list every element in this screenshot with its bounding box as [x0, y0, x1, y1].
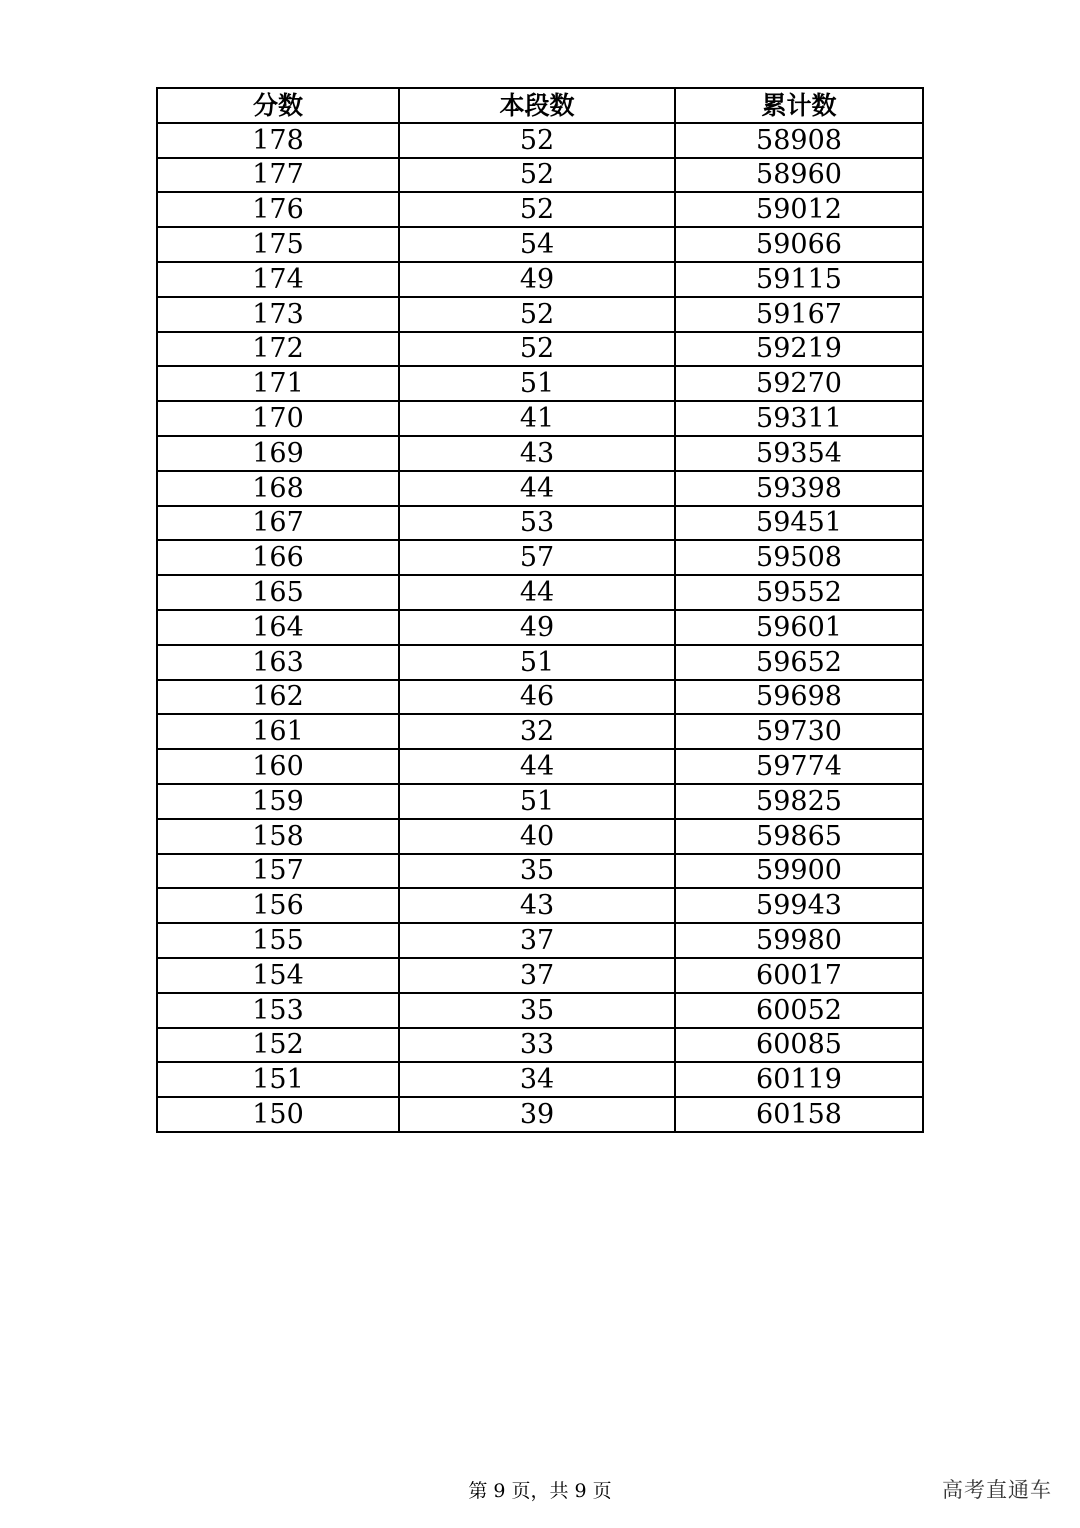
- cell-segment-count: 34: [399, 1062, 675, 1097]
- cell-score: 167: [157, 506, 399, 541]
- table-row: [157, 158, 923, 193]
- cell-segment-count: 35: [399, 854, 675, 889]
- header-segment-count: 本段数: [399, 88, 675, 123]
- cell-score: 156: [157, 888, 399, 923]
- cell-score: 155: [157, 923, 399, 958]
- table-row: [157, 227, 923, 262]
- table-body: [157, 123, 923, 1132]
- table-row: [157, 332, 923, 367]
- table-row: [157, 471, 923, 506]
- table-row: [157, 506, 923, 541]
- table-row: [157, 1028, 923, 1063]
- table-row: [157, 436, 923, 471]
- cell-cumulative-count: 59219: [675, 332, 923, 367]
- cell-score: 157: [157, 854, 399, 889]
- cell-score: 166: [157, 540, 399, 575]
- cell-score: 164: [157, 610, 399, 645]
- table-header-row: [157, 88, 923, 123]
- table-row: [157, 993, 923, 1028]
- cell-score: 173: [157, 297, 399, 332]
- cell-score: 177: [157, 158, 399, 193]
- cell-score: 171: [157, 366, 399, 401]
- cell-score: 150: [157, 1097, 399, 1132]
- cell-segment-count: 40: [399, 819, 675, 854]
- table-row: [157, 784, 923, 819]
- table-row: [157, 958, 923, 993]
- cell-segment-count: 37: [399, 923, 675, 958]
- cell-cumulative-count: 59698: [675, 680, 923, 715]
- cell-segment-count: 51: [399, 645, 675, 680]
- cell-score: 175: [157, 227, 399, 262]
- cell-cumulative-count: 60119: [675, 1062, 923, 1097]
- cell-segment-count: 43: [399, 888, 675, 923]
- cell-score: 176: [157, 192, 399, 227]
- table-row: [157, 297, 923, 332]
- table-row: [157, 854, 923, 889]
- watermark-text: 高考直通车: [942, 1478, 1052, 1502]
- table-row: [157, 575, 923, 610]
- cell-cumulative-count: 59012: [675, 192, 923, 227]
- cell-cumulative-count: 59354: [675, 436, 923, 471]
- table-row: [157, 645, 923, 680]
- table-row: [157, 192, 923, 227]
- cell-score: 174: [157, 262, 399, 297]
- cell-cumulative-count: 59825: [675, 784, 923, 819]
- cell-cumulative-count: 59652: [675, 645, 923, 680]
- score-table: [156, 87, 924, 1133]
- cell-cumulative-count: 59508: [675, 540, 923, 575]
- cell-segment-count: 39: [399, 1097, 675, 1132]
- table-row: [157, 610, 923, 645]
- cell-score: 160: [157, 749, 399, 784]
- cell-score: 153: [157, 993, 399, 1028]
- cell-cumulative-count: 58908: [675, 123, 923, 158]
- cell-score: 159: [157, 784, 399, 819]
- cell-cumulative-count: 59167: [675, 297, 923, 332]
- cell-segment-count: 35: [399, 993, 675, 1028]
- table-row: [157, 262, 923, 297]
- cell-cumulative-count: 60017: [675, 958, 923, 993]
- cell-score: 165: [157, 575, 399, 610]
- cell-score: 170: [157, 401, 399, 436]
- cell-cumulative-count: 60052: [675, 993, 923, 1028]
- cell-score: 158: [157, 819, 399, 854]
- cell-segment-count: 32: [399, 714, 675, 749]
- table-row: [157, 1097, 923, 1132]
- cell-segment-count: 43: [399, 436, 675, 471]
- cell-segment-count: 52: [399, 297, 675, 332]
- cell-cumulative-count: 59398: [675, 471, 923, 506]
- cell-cumulative-count: 59943: [675, 888, 923, 923]
- cell-segment-count: 54: [399, 227, 675, 262]
- header-cumulative-count: 累计数: [675, 88, 923, 123]
- cell-cumulative-count: 59900: [675, 854, 923, 889]
- cell-cumulative-count: 59774: [675, 749, 923, 784]
- table-row: [157, 749, 923, 784]
- cell-segment-count: 53: [399, 506, 675, 541]
- cell-segment-count: 41: [399, 401, 675, 436]
- cell-score: 154: [157, 958, 399, 993]
- cell-cumulative-count: 59066: [675, 227, 923, 262]
- cell-cumulative-count: 59601: [675, 610, 923, 645]
- cell-score: 163: [157, 645, 399, 680]
- cell-cumulative-count: 59451: [675, 506, 923, 541]
- cell-score: 169: [157, 436, 399, 471]
- cell-cumulative-count: 59115: [675, 262, 923, 297]
- table-row: [157, 1062, 923, 1097]
- table-row: [157, 123, 923, 158]
- cell-segment-count: 51: [399, 366, 675, 401]
- cell-segment-count: 49: [399, 610, 675, 645]
- table-row: [157, 401, 923, 436]
- cell-segment-count: 57: [399, 540, 675, 575]
- cell-cumulative-count: 60085: [675, 1028, 923, 1063]
- cell-score: 152: [157, 1028, 399, 1063]
- cell-segment-count: 52: [399, 158, 675, 193]
- cell-segment-count: 51: [399, 784, 675, 819]
- cell-score: 161: [157, 714, 399, 749]
- cell-score: 168: [157, 471, 399, 506]
- cell-segment-count: 37: [399, 958, 675, 993]
- cell-segment-count: 46: [399, 680, 675, 715]
- table-row: [157, 923, 923, 958]
- cell-score: 172: [157, 332, 399, 367]
- cell-score: 162: [157, 680, 399, 715]
- cell-score: 178: [157, 123, 399, 158]
- cell-segment-count: 33: [399, 1028, 675, 1063]
- cell-segment-count: 52: [399, 332, 675, 367]
- cell-cumulative-count: 58960: [675, 158, 923, 193]
- table-row: [157, 819, 923, 854]
- cell-cumulative-count: 59980: [675, 923, 923, 958]
- cell-cumulative-count: 59311: [675, 401, 923, 436]
- cell-score: 151: [157, 1062, 399, 1097]
- table-row: [157, 540, 923, 575]
- table-row: [157, 714, 923, 749]
- header-score: 分数: [157, 88, 399, 123]
- table-row: [157, 680, 923, 715]
- cell-cumulative-count: 59552: [675, 575, 923, 610]
- cell-cumulative-count: 60158: [675, 1097, 923, 1132]
- table-row: [157, 366, 923, 401]
- cell-segment-count: 44: [399, 749, 675, 784]
- table-row: [157, 888, 923, 923]
- cell-cumulative-count: 59270: [675, 366, 923, 401]
- page-number: 第 9 页，共 9 页: [468, 1480, 612, 1502]
- cell-segment-count: 52: [399, 123, 675, 158]
- cell-cumulative-count: 59865: [675, 819, 923, 854]
- cell-segment-count: 44: [399, 471, 675, 506]
- cell-segment-count: 49: [399, 262, 675, 297]
- cell-segment-count: 52: [399, 192, 675, 227]
- cell-segment-count: 44: [399, 575, 675, 610]
- cell-cumulative-count: 59730: [675, 714, 923, 749]
